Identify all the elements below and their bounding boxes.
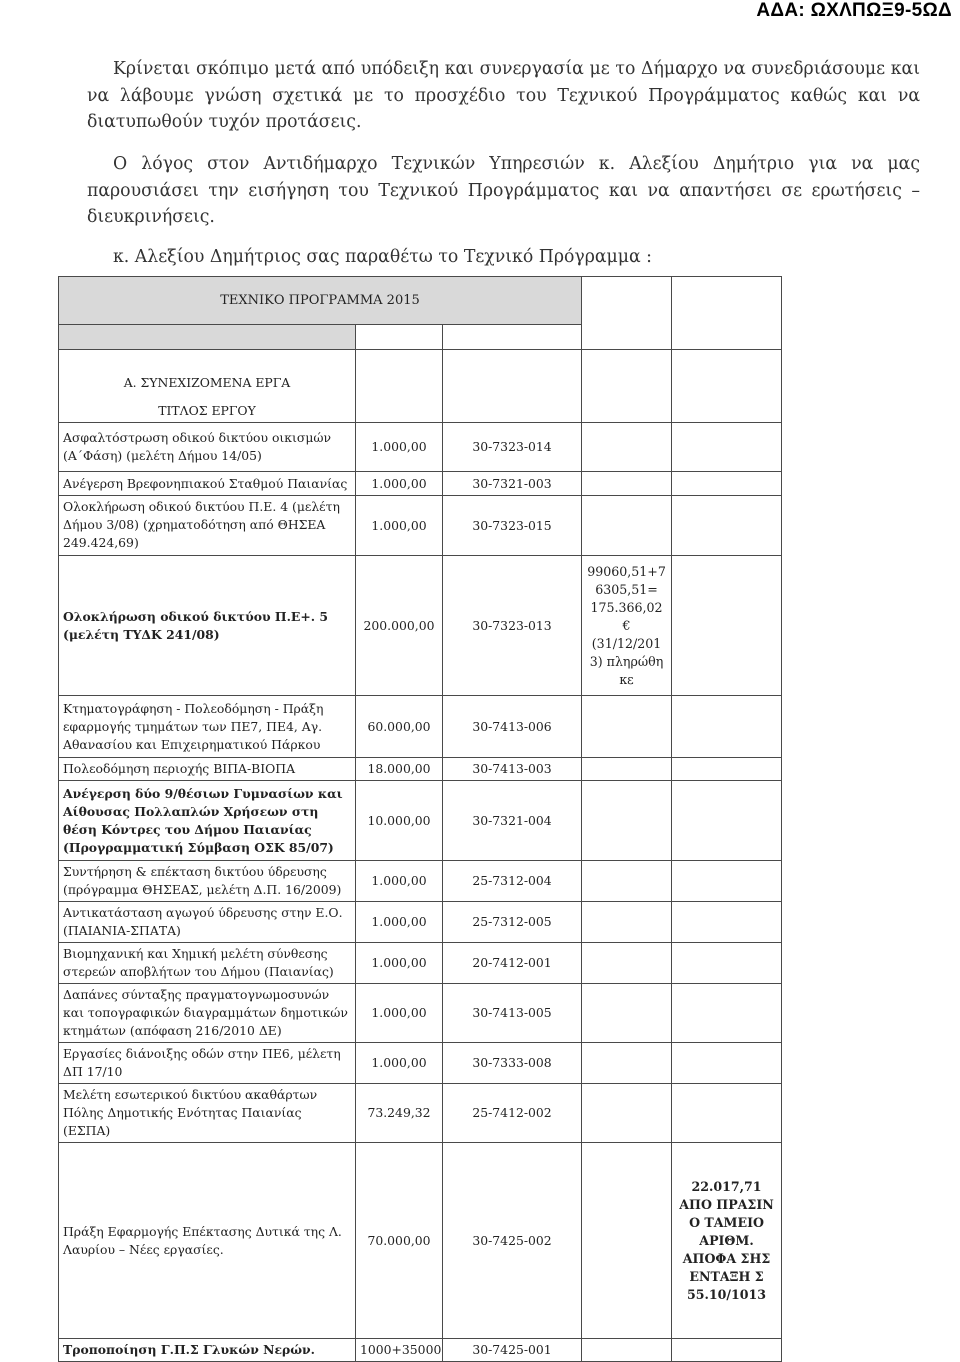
empty-cell <box>356 350 443 423</box>
empty-cell <box>672 277 782 350</box>
project-code: 30-7413-006 <box>443 696 582 758</box>
empty-cell <box>582 423 672 472</box>
project-title: Αντικατάσταση αγωγού ύδρευσης στην Ε.Ο. (ΠΑΙΑΝΙΑ-ΣΠΑΤΑ) <box>59 902 356 943</box>
empty-cell <box>582 472 672 496</box>
payment-note: 99060,51+7 6305,51= 175.366,02 € (31/12/201 3) πληρώθη κε <box>582 556 672 696</box>
project-code: 30-7425-001 <box>443 1339 582 1362</box>
project-title: Μελέτη εσωτερικού δικτύου ακαθάρτων Πόλης Δημοτικής Ενότητας Παιανίας (ΕΣΠΑ) <box>59 1084 356 1143</box>
project-title: Κτηματογράφηση - Πολεοδόμηση - Πράξη εφαρμογής τμημάτων των ΠΕ7, ΠΕ4, Αγ. Αθανασίου και Επιχειρηματικού Πάρκου <box>59 696 356 758</box>
empty-cell <box>582 1043 672 1084</box>
table-row <box>59 696 782 758</box>
program-title: ΤΕΧΝΙΚΟ ΠΡΟΓΡΑΜΜΑ 2015 <box>59 277 582 325</box>
funding-note: 22.017,71 ΑΠΟ ΠΡΑΣΙΝ Ο ΤΑΜΕΙΟ ΑΡΙΘΜ. ΑΠΟΦΑ ΣΗΣ ΕΝΤΑΞΗ Σ 55.10/1013 <box>672 1143 782 1339</box>
table-title-row <box>59 277 782 325</box>
intro-text-2: Ο λόγος στον Αντιδήμαρχο Τεχνικών Υπηρεσιών κ. Αλεξίου Δημήτριο για να μας παρουσιάσει την εισήγηση του Τεχνικού Προγράμματος και να απαντήσει σε ερωτήσεις – διευκρινήσεις. <box>87 154 920 227</box>
column-header-title: ΤΙΤΛΟΣ ΕΡΓΟΥ <box>158 402 256 418</box>
empty-cell <box>672 861 782 902</box>
project-code: 30-7333-008 <box>443 1043 582 1084</box>
project-amount: 1.000,00 <box>356 902 443 943</box>
table-row <box>59 984 782 1043</box>
technical-program-table <box>58 276 782 1362</box>
intro-paragraph-3 <box>87 244 920 271</box>
empty-cell <box>582 350 672 423</box>
empty-cell <box>582 1143 672 1339</box>
project-title: Ασφαλτόστρωση οδικού δικτύου οικισμών (Α΄Φάση) (μελέτη Δήμου 14/05) <box>59 423 356 472</box>
empty-cell <box>582 781 672 861</box>
empty-cell <box>443 350 582 423</box>
project-code: 30-7321-004 <box>443 781 582 861</box>
empty-cell <box>672 1084 782 1143</box>
section-header-cell <box>59 350 356 423</box>
project-amount: 1.000,00 <box>356 943 443 984</box>
table-row <box>59 1084 782 1143</box>
project-code: 30-7413-005 <box>443 984 582 1043</box>
project-code: 30-7323-013 <box>443 556 582 696</box>
project-title: Ανέγερση δύο 9/θέσιων Γυμνασίων και Αίθουσας Πολλαπλών Χρήσεων στη θέση Κόντρες του Δήμου Παιανίας (Προγραμματική Σύμβαση ΟΣΚ 85/07) <box>59 781 356 861</box>
empty-cell <box>356 325 443 350</box>
empty-cell <box>582 984 672 1043</box>
project-title: Ανέγερση Βρεφονηπιακού Σταθμού Παιανίας <box>59 472 356 496</box>
project-title: Ολοκλήρωση οδικού δικτύου Π.Ε. 4 (μελέτη Δήμου 3/08) (χρηματοδότηση από ΘΗΣΕΑ 249.424,69) <box>59 496 356 556</box>
project-code: 30-7321-003 <box>443 472 582 496</box>
empty-cell <box>672 472 782 496</box>
project-title: Ολοκλήρωση οδικού δικτύου Π.Ε+. 5 (μελέτη ΤΥΔΚ 241/08) <box>59 556 356 696</box>
table-row <box>59 758 782 781</box>
project-amount: 1.000,00 <box>356 496 443 556</box>
table-row <box>59 423 782 472</box>
intro-paragraph-1 <box>87 56 920 136</box>
empty-cell <box>672 1043 782 1084</box>
project-amount: 200.000,00 <box>356 556 443 696</box>
project-title: Βιομηχανική και Χημική μελέτη σύνθεσης στερεών αποβλήτων του Δήμου (Παιανίας) <box>59 943 356 984</box>
project-amount: 1.000,00 <box>356 861 443 902</box>
table-row <box>59 943 782 984</box>
empty-cell <box>672 781 782 861</box>
project-code: 30-7323-014 <box>443 423 582 472</box>
empty-cell <box>672 943 782 984</box>
empty-cell <box>582 496 672 556</box>
project-amount: 1.000,00 <box>356 984 443 1043</box>
empty-cell <box>582 943 672 984</box>
empty-cell <box>582 861 672 902</box>
project-code: 25-7312-004 <box>443 861 582 902</box>
project-code: 25-7312-005 <box>443 902 582 943</box>
table-row <box>59 472 782 496</box>
empty-cell <box>582 1084 672 1143</box>
project-code: 25-7412-002 <box>443 1084 582 1143</box>
project-amount: 60.000,00 <box>356 696 443 758</box>
project-code: 30-7425-002 <box>443 1143 582 1339</box>
intro-paragraph-2 <box>87 151 920 231</box>
empty-cell <box>672 984 782 1043</box>
project-title: Πράξη Εφαρμογής Επέκτασης Δυτικά της Λ. Λαυρίου – Νέες εργασίες. <box>59 1143 356 1339</box>
section-row <box>59 350 782 423</box>
project-amount: 18.000,00 <box>356 758 443 781</box>
table-row <box>59 902 782 943</box>
project-title: Δαπάνες σύνταξης πραγματογνωμοσυνών και τοπογραφικών διαγραμμάτων δημοτικών κτημάτων (απόφαση 216/2010 ΔΕ) <box>59 984 356 1043</box>
project-code: 30-7413-003 <box>443 758 582 781</box>
empty-cell <box>672 350 782 423</box>
table-row <box>59 556 782 696</box>
empty-cell <box>672 556 782 696</box>
project-title: Συντήρηση & επέκταση δικτύου ύδρευσης (πρόγραμμα ΘΗΣΕΑΣ, μελέτη Δ.Π. 16/2009) <box>59 861 356 902</box>
project-amount: 1.000,00 <box>356 1043 443 1084</box>
empty-cell <box>672 758 782 781</box>
project-title: Πολεοδόμηση περιοχής ΒΙΠΑ-ΒΙΟΠΑ <box>59 758 356 781</box>
project-title: Εργασίες διάνοιξης οδών στην ΠΕ6, μέλετη ΔΠ 17/10 <box>59 1043 356 1084</box>
empty-cell <box>582 902 672 943</box>
empty-cell <box>672 1339 782 1362</box>
table-row <box>59 1339 782 1362</box>
grey-cell <box>59 325 356 350</box>
empty-cell <box>443 325 582 350</box>
empty-cell <box>582 277 672 350</box>
project-amount: 1.000,00 <box>356 472 443 496</box>
empty-cell <box>672 696 782 758</box>
empty-cell <box>582 758 672 781</box>
table-row <box>59 1043 782 1084</box>
empty-cell <box>672 902 782 943</box>
project-amount: 73.249,32 <box>356 1084 443 1143</box>
empty-cell <box>582 696 672 758</box>
project-code: 20-7412-001 <box>443 943 582 984</box>
ada-code: ΑΔΑ: ΩΧΛΠΩΞ9-5ΩΔ <box>756 0 952 21</box>
section-title: Α. ΣΥΝΕΧΙΖΟΜΕΝΑ ΕΡΓΑ <box>123 374 291 390</box>
table-row <box>59 1143 782 1339</box>
empty-cell <box>582 1339 672 1362</box>
project-title: Τροποποίηση Γ.Π.Σ Γλυκών Νερών. <box>59 1339 356 1362</box>
project-code: 30-7323-015 <box>443 496 582 556</box>
project-amount: 1000+35000 <box>356 1339 443 1362</box>
intro-text-3: κ. Αλεξίου Δημήτριος σας παραθέτω το Τεχνικό Πρόγραμμα : <box>113 247 652 267</box>
intro-text-1: Κρίνεται σκόπιμο μετά από υπόδειξη και συνεργασία με το Δήμαρχο να συνεδριάσουμε και να λάβουμε γνώση σχετικά με το προσχέδιο του Τεχνικού Προγράμματος καθώς και να διατυπωθούν τυχόν προτάσεις. <box>87 59 920 132</box>
empty-cell <box>672 423 782 472</box>
table-row <box>59 496 782 556</box>
project-amount: 70.000,00 <box>356 1143 443 1339</box>
empty-cell <box>672 496 782 556</box>
project-amount: 1.000,00 <box>356 423 443 472</box>
table-row <box>59 861 782 902</box>
project-amount: 10.000,00 <box>356 781 443 861</box>
table-row <box>59 781 782 861</box>
